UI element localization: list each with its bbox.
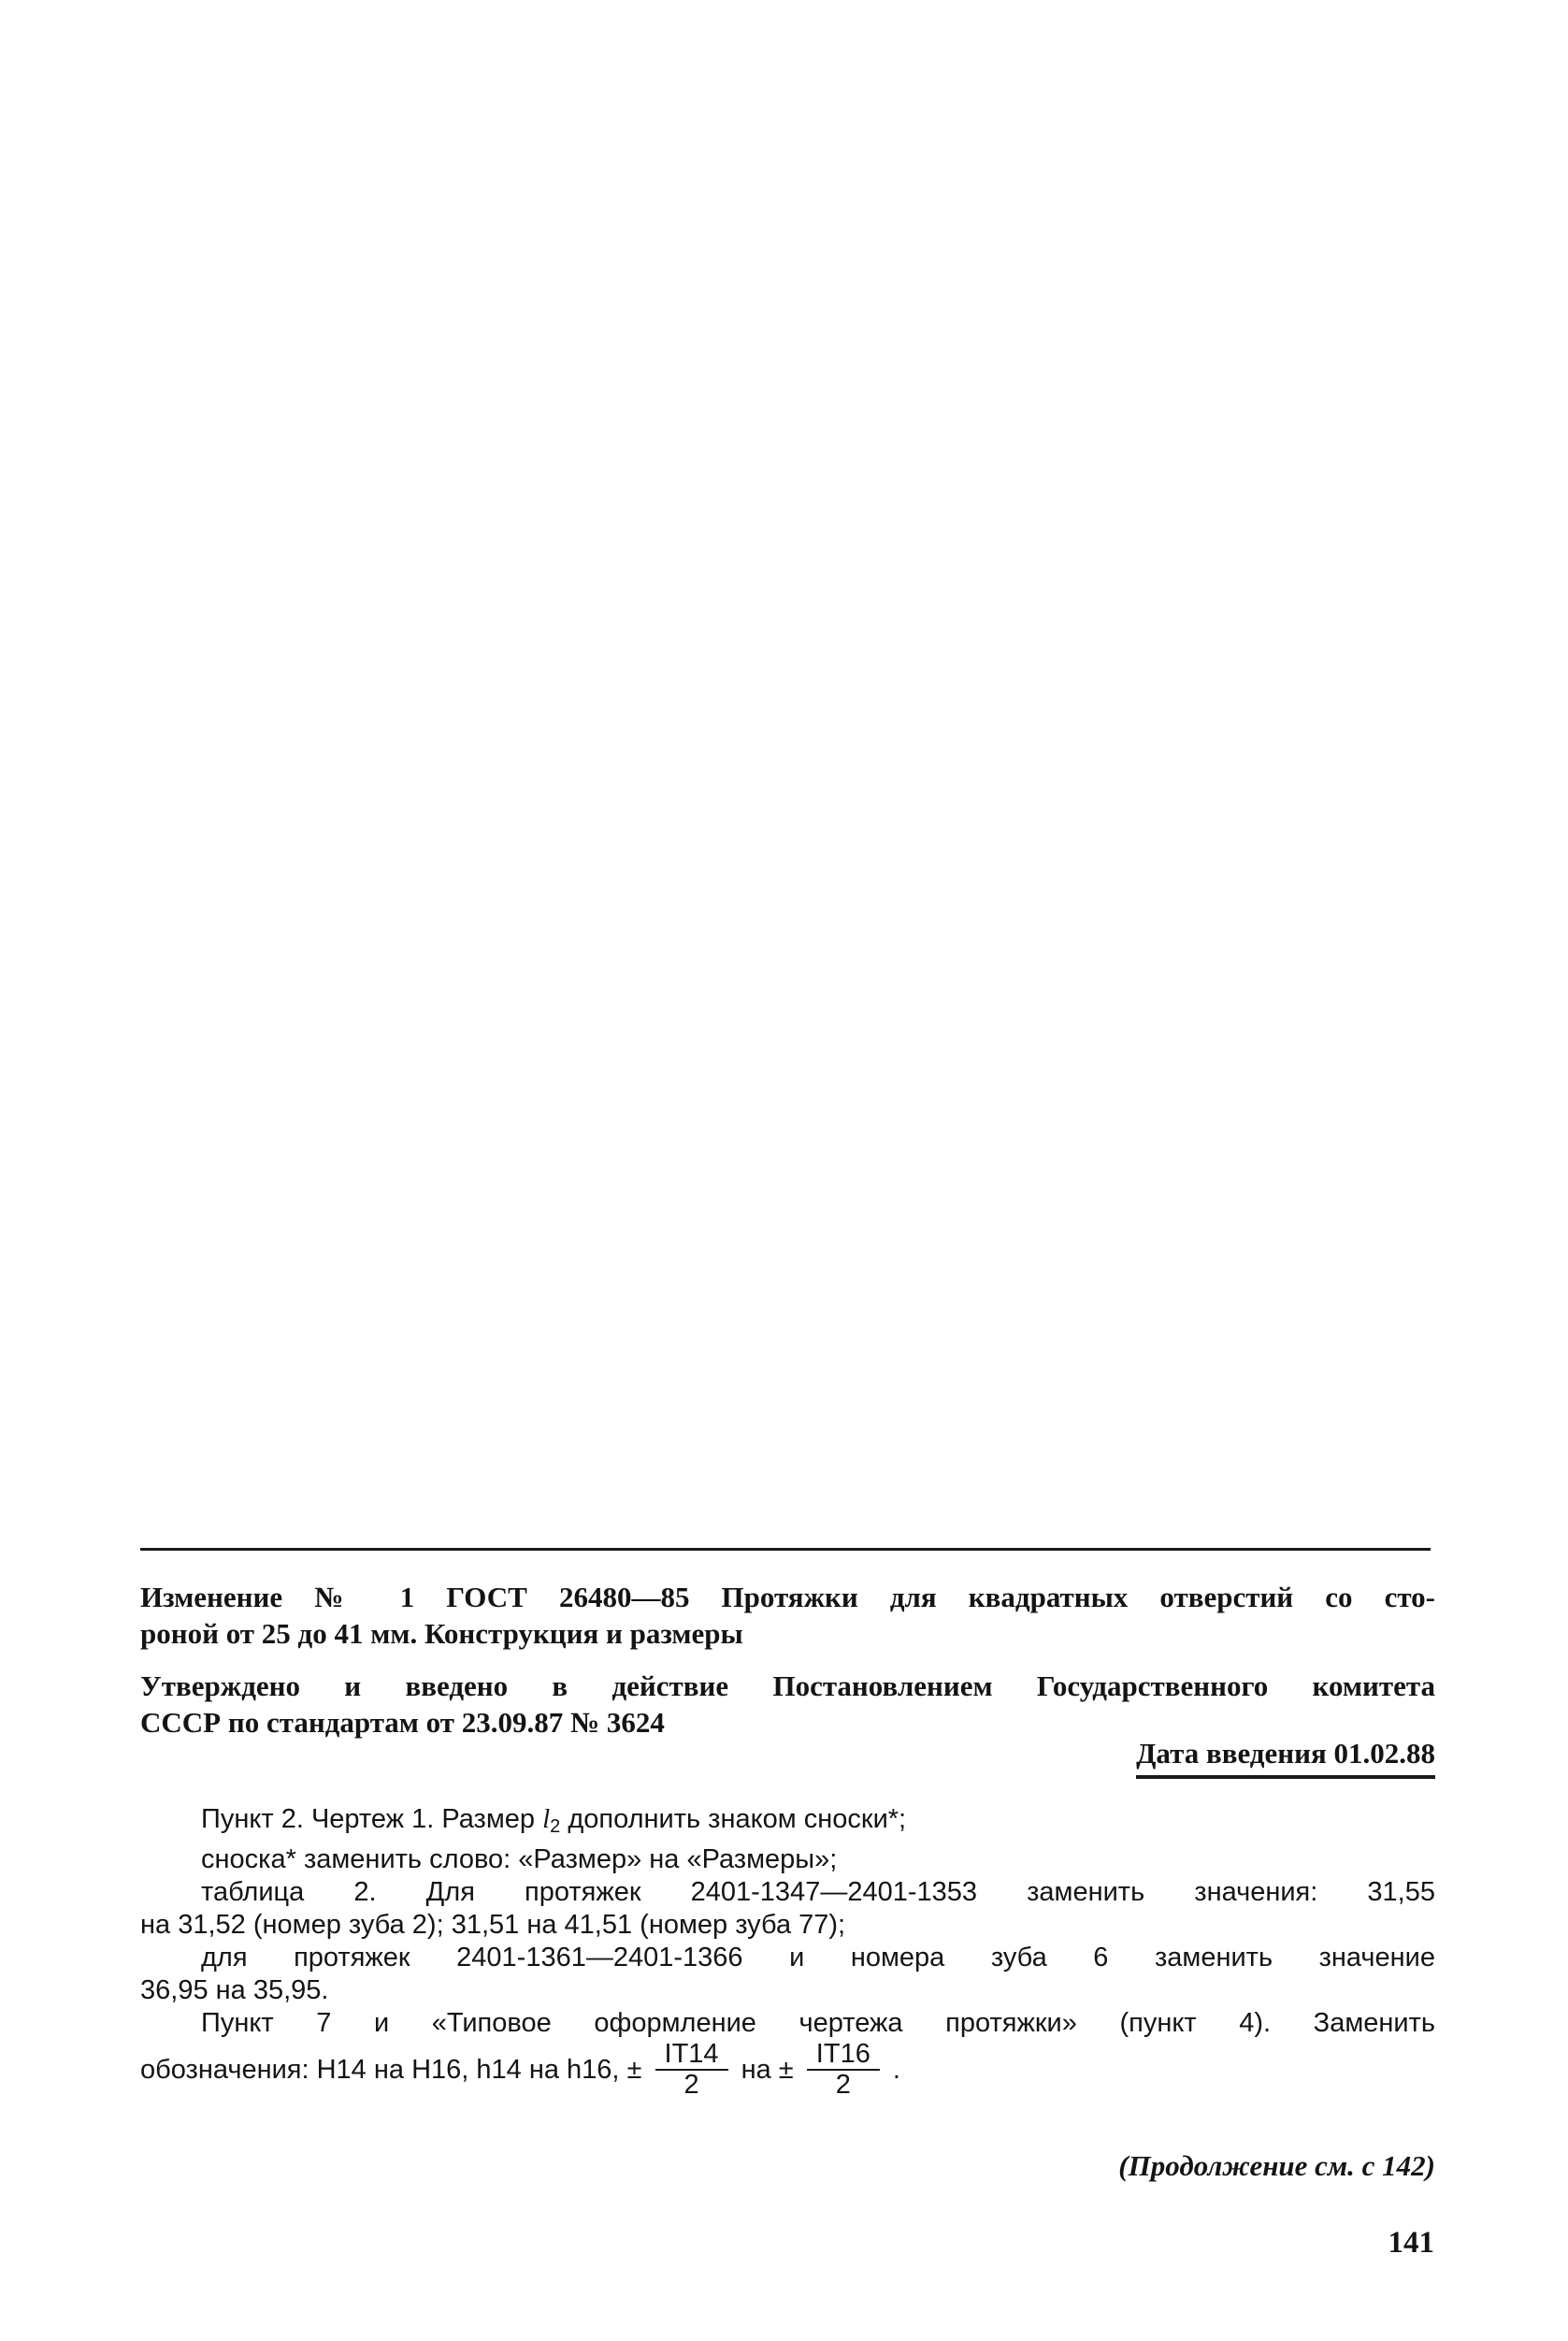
dimension-symbol: l [542, 1804, 551, 1834]
designation-formula-line [140, 2040, 1435, 2103]
approval-statement-line-2: СССР по стандартам от 23.09.87 № 3624 [140, 1706, 665, 1739]
paragraph-item-2-text: Пункт 2. Чертеж 1. Размер [201, 1804, 543, 1834]
amendment-title-line-1: Изменение № 1 ГОСТ 26480—85 Протяжки для квадратных отверстий со сто- [140, 1581, 1435, 1613]
page-number: 141 [1388, 2226, 1434, 2260]
designation-text-middle: на ± [741, 2054, 794, 2085]
paragraph-table-2-line-1: таблица 2. Для протяжек 2401-1347—2401-1353 заменить значения: 31,55 [201, 1877, 1435, 1907]
amendment-title [140, 1579, 1435, 1652]
paragraph-item-2 [140, 1803, 1435, 1843]
fraction-it16-numerator: IT16 [807, 2040, 880, 2071]
amendment-title-line-2: роной от 25 до 41 мм. Конструкция и размеры [140, 1617, 743, 1650]
approval-statement [140, 1668, 1435, 1741]
approval-statement-line-1: Утверждено и введено в действие Постановлением Государственного комитета [140, 1669, 1435, 1702]
amendment-body [140, 1803, 1435, 2103]
top-rule [140, 1548, 1431, 1551]
fraction-it14-numerator: IT14 [655, 2040, 728, 2071]
paragraph-broaches-line-2: 36,95 на 35,95. [140, 1975, 329, 2005]
fraction-it16-denominator: 2 [835, 2070, 851, 2100]
paragraph-item-7-line-1: Пункт 7 и «Типовое оформление чертежа протяжки» (пункт 4). Заменить [201, 2008, 1435, 2038]
designation-text-end: . [892, 2054, 900, 2085]
paragraph-broaches-line-1: для протяжек 2401-1361—2401-1366 и номера зуба 6 заменить значение [201, 1943, 1435, 1973]
paragraph-table-2-line-2: на 31,52 (номер зуба 2); 31,51 на 41,51 (номер зуба 77); [140, 1910, 846, 1940]
fraction-it16 [807, 2040, 880, 2100]
dimension-subscript: 2 [550, 1816, 561, 1837]
paragraph-footnote: сноска* заменить слово: «Размер» на «Размеры»; [201, 1844, 838, 1874]
paragraph-item-2-text-end: дополнить знаком сноски*; [560, 1804, 907, 1834]
designation-text: обозначения: H14 на H16, h14 на h16, ± [140, 2054, 642, 2085]
fraction-it14-denominator: 2 [683, 2070, 699, 2100]
introduction-date: Дата введения 01.02.88 [1136, 1735, 1435, 1779]
fraction-it14 [655, 2040, 728, 2100]
continuation-note: (Продолжение см. с 142) [1118, 2149, 1435, 2182]
